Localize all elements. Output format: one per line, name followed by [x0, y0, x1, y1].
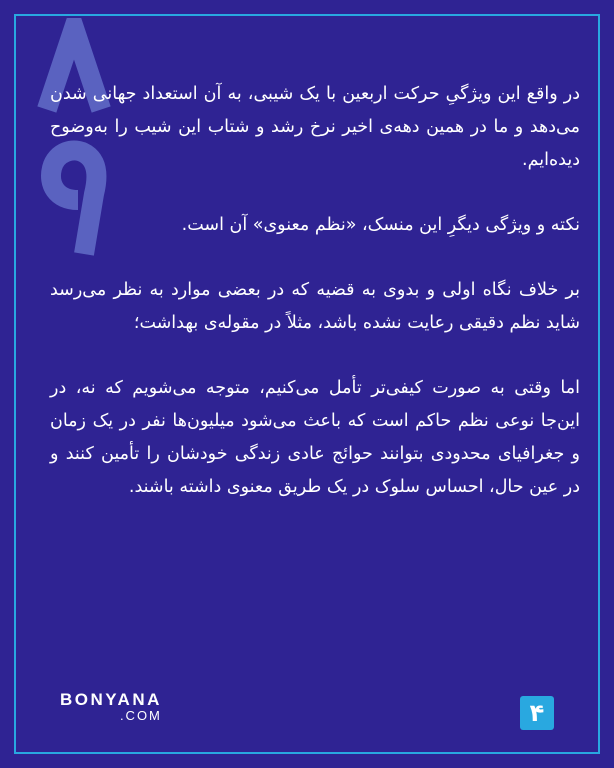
paragraph-1: در واقع این ویژگیِ حرکت اربعین با یک شیبی، به آن استعداد جهانی شدن می‌دهد و ما در همین دهه‌ی اخیر نرخ رشد و شتاب این شیب را به‌وضوح دیده‌ایم. [50, 84, 580, 170]
paragraph-4: اما وقتی به صورت کیفی‌تر تأمل می‌کنیم، متوجه می‌شویم که نه، در این‌جا نوعی نظم حاکم است که باعث می‌شود میلیون‌ها نفر در یک زمان و جغرافیای محدودی بتوانند حوائج عادی زندگی خودشان را تأمین کنند و در عین حال، احساس سلوک در یک طریق معنوی داشته باشند. [50, 378, 580, 497]
logo-domain: .COM [119, 708, 162, 723]
paragraph-3: بر خلاف نگاه اولی و بدوی به قضیه که در بعضی موارد به نظر می‌رسد شاید نظم دقیقی رعایت نشده باشد، مثلاً در مقوله‌ی بهداشت؛ [50, 280, 580, 333]
article-body [50, 78, 580, 504]
paragraph-2: نکته و ویژگی دیگرِ این منسک، «نظم معنوی» آن است. [181, 215, 580, 235]
logo-wordmark: BONYANA [60, 690, 162, 709]
page-number-badge: ۴ [520, 696, 554, 730]
site-logo[interactable] [60, 692, 162, 724]
